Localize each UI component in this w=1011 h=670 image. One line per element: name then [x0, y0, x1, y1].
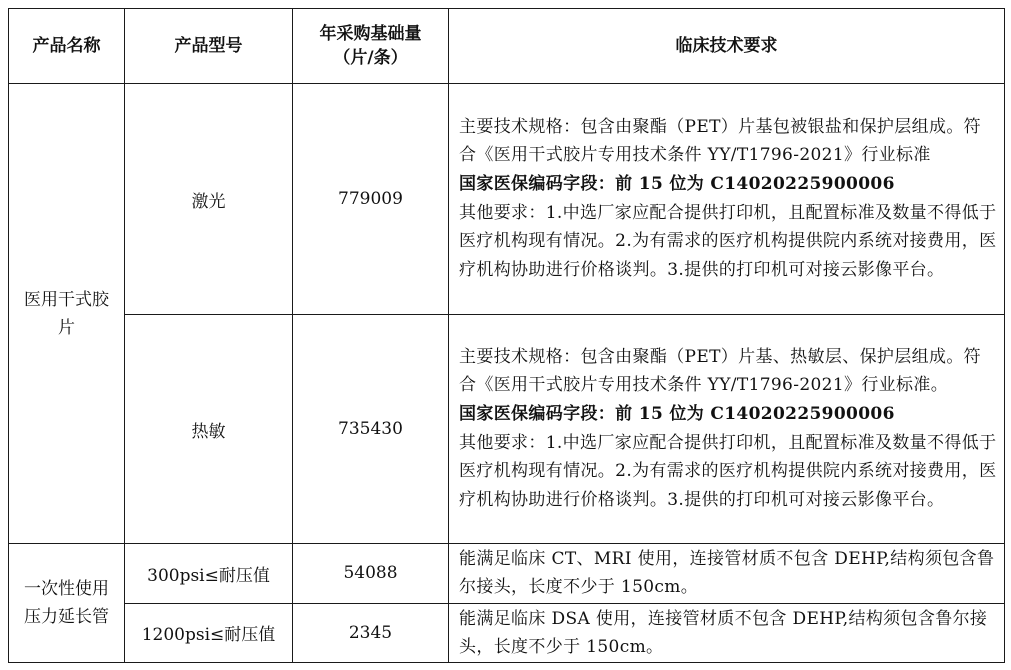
- annual-quantity-cell: 735430: [293, 315, 449, 544]
- product-name-cell: 医用干式胶片: [9, 84, 125, 544]
- product-model-cell: 1200psi≤耐压值: [125, 603, 293, 663]
- procurement-table: [8, 8, 1005, 663]
- insurance-code-text: 国家医保编码字段：前 15 位为 C14020225900006: [459, 403, 895, 424]
- insurance-code-text: 国家医保编码字段：前 15 位为 C14020225900006: [459, 173, 895, 194]
- table-row: [9, 84, 1005, 315]
- product-model-cell: 300psi≤耐压值: [125, 544, 293, 604]
- spec-text: 主要技术规格：包含由聚酯（PET）片基包被银盐和保护层组成。符合《医用干式胶片专用技术条件 YY/T1796-2021》行业标准: [459, 116, 982, 166]
- other-requirements-text: 其他要求：1.中选厂家应配合提供打印机，且配置标准及数量不得低于医疗机构现有情况。2.为有需求的医疗机构提供院内系统对接费用，医疗机构协助进行价格谈判。3.提供的打印机可对接云影像平台。: [459, 202, 997, 280]
- header-product-name: 产品名称: [9, 9, 125, 84]
- annual-quantity-cell: 54088: [293, 544, 449, 604]
- header-annual-quantity: 年采购基础量（片/条）: [293, 9, 449, 84]
- annual-quantity-cell: 779009: [293, 84, 449, 315]
- header-row: [9, 9, 1005, 84]
- product-name-cell: 一次性使用压力延长管: [9, 544, 125, 663]
- product-model-cell: 热敏: [125, 315, 293, 544]
- requirements-cell: 能满足临床 DSA 使用，连接管材质不包含 DEHP,结构须包含鲁尔接头，长度不少于 150cm。: [449, 603, 1005, 663]
- table-row: [9, 603, 1005, 663]
- header-clinical-requirements: 临床技术要求: [449, 9, 1005, 84]
- header-product-model: 产品型号: [125, 9, 293, 84]
- requirements-cell: 能满足临床 CT、MRI 使用，连接管材质不包含 DEHP,结构须包含鲁尔接头，长度不少于 150cm。: [449, 544, 1005, 604]
- requirements-cell: [449, 84, 1005, 315]
- table-row: [9, 315, 1005, 544]
- annual-quantity-cell: 2345: [293, 603, 449, 663]
- product-model-cell: 激光: [125, 84, 293, 315]
- spec-text: 主要技术规格：包含由聚酯（PET）片基、热敏层、保护层组成。符合《医用干式胶片专用技术条件 YY/T1796-2021》行业标准。: [459, 346, 982, 396]
- table-row: [9, 544, 1005, 604]
- other-requirements-text: 其他要求：1.中选厂家应配合提供打印机，且配置标准及数量不得低于医疗机构现有情况。2.为有需求的医疗机构提供院内系统对接费用，医疗机构协助进行价格谈判。3.提供的打印机可对接云影像平台。: [459, 432, 997, 510]
- requirements-cell: [449, 315, 1005, 544]
